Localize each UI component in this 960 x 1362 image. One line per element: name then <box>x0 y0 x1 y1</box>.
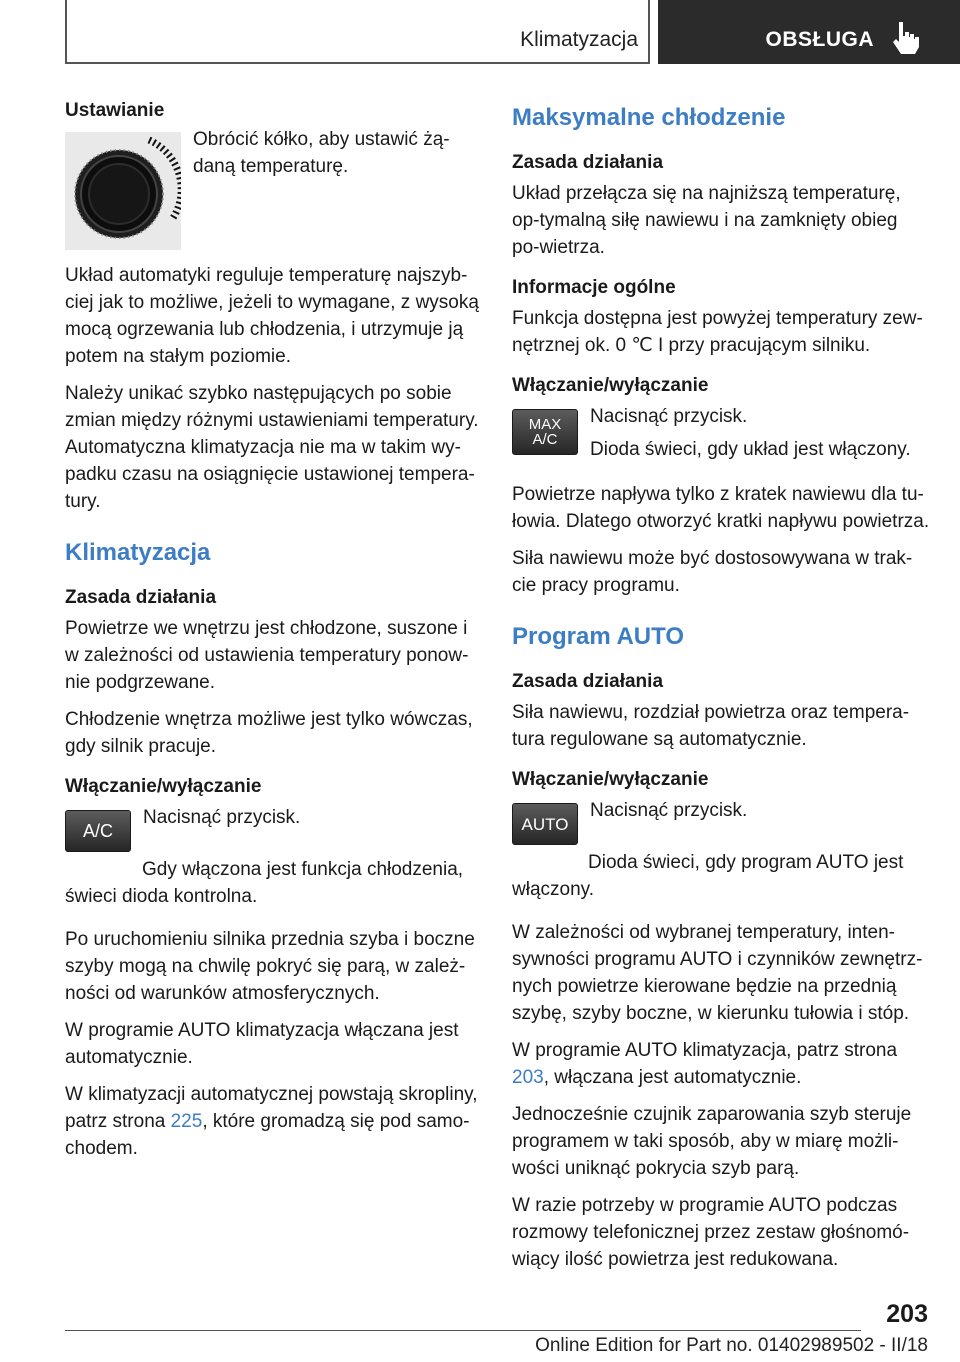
ustawianie-caption: Obrócić kółko, aby ustawić żą-daną temperaturę. <box>193 129 450 177</box>
ac-press-instruction: Nacisnąć przycisk. <box>143 807 301 828</box>
hand-pointer-icon <box>890 20 922 56</box>
klimatyzacja-zasada-heading: Zasada działania <box>65 587 217 608</box>
auto-button-icon <box>512 803 578 845</box>
temperature-knob-icon <box>65 132 181 250</box>
auto-p2-text-b: , włączana jest automatycznie. <box>543 1067 802 1088</box>
right-column <box>512 100 930 1283</box>
ac-press-note: Gdy włączona jest funkcja chłodzenia, świeci dioda kontrolna. <box>65 859 464 907</box>
header-section-title: Klimatyzacja <box>520 28 638 51</box>
max-press-note: Dioda świeci, gdy układ jest włączony. <box>590 439 911 460</box>
auto-paragraph-3: Jednocześnie czujnik zaparowania szyb steruje programem w taki sposób, aby w miarę możli-wości uniknąć pokrycia szyb parą. <box>512 1104 912 1179</box>
header-rule-left <box>65 0 67 64</box>
ac-button-icon <box>65 810 131 852</box>
program-auto-heading: Program AUTO <box>512 623 685 650</box>
max-zasada-heading: Zasada działania <box>512 152 664 173</box>
max-paragraph-1: Powietrze napływa tylko z kratek nawiewu dla tu-łowia. Dlatego otworzyć kratki napływu powietrza. <box>512 484 930 532</box>
auto-zasada-paragraph: Siła nawiewu, rozdział powietrza oraz tempera-tura regulowane są automatycznie. <box>512 702 910 750</box>
ustawianie-paragraph-1: Układ automatyki reguluje temperaturę najszyb-ciej jak to możliwe, jeżeli to wymagane, z wysoką mocą ogrzewania lub chłodzenia, i utrzymuje ją potem na stałym poziomie. <box>65 265 479 367</box>
klimatyzacja-zasada-paragraph-1: Powietrze we wnętrzu jest chłodzone, suszone i w zależności od ustawienia temperatury ponow-nie podgrzewane. <box>65 618 469 693</box>
page-number: 203 <box>886 1300 928 1328</box>
max-ac-button-line1: MAX <box>528 416 562 433</box>
auto-press-instruction: Nacisnąć przycisk. <box>590 800 748 821</box>
auto-press-note: Dioda świeci, gdy program AUTO jest włączony. <box>512 852 904 900</box>
max-wlacz-heading: Włączanie/wyłączanie <box>512 375 709 396</box>
auto-p2-text-a: W programie AUTO klimatyzacja, patrz strona <box>512 1040 898 1061</box>
ac-button-label: A/C <box>82 820 113 841</box>
max-ac-button-icon <box>512 409 578 455</box>
header-rule-divider <box>648 0 650 64</box>
auto-button-label: AUTO <box>521 814 569 834</box>
temperature-knob-image <box>65 132 181 250</box>
max-zasada-paragraph: Układ przełącza się na najniższą temperaturę, op-tymalną siłę nawiewu i na zamknięty obieg po-wietrza. <box>512 183 901 258</box>
ac-button-figure <box>65 804 485 852</box>
ustawianie-paragraph-2: Należy unikać szybko następujących po sobie zmian między różnymi ustawieniami temperatury. Automatyczna klimatyzacja nie ma w takim wy-padku czasu na osiągnięcie ustawionej tempera-tury. <box>65 383 479 512</box>
footer-rule <box>65 1330 861 1331</box>
page-link-225[interactable]: 225 <box>170 1111 203 1132</box>
klimatyzacja-zasada-paragraph-2: Chłodzenie wnętrza możliwe jest tylko wówczas, gdy silnik pracuje. <box>65 709 473 757</box>
left-column <box>65 100 485 1172</box>
header-chapter-label: OBSŁUGA <box>765 28 874 51</box>
ustawianie-heading: Ustawianie <box>65 100 165 121</box>
klimatyzacja-paragraph-4: W programie AUTO klimatyzacja włączana jest automatycznie. <box>65 1020 459 1068</box>
max-info-paragraph: Funkcja dostępna jest powyżej temperatury zew-nętrznej ok. 0 ℃ I przy pracującym silniku. <box>512 308 923 356</box>
max-info-heading: Informacje ogólne <box>512 277 676 298</box>
auto-button-figure <box>512 797 930 845</box>
auto-paragraph-4: W razie potrzeby w programie AUTO podczas rozmowy telefonicznej przez zestaw głośnomó-wiący ilość powietrza jest redukowana. <box>512 1195 910 1270</box>
klimatyzacja-paragraph-5 <box>65 1081 485 1162</box>
auto-zasada-heading: Zasada działania <box>512 671 664 692</box>
klimatyzacja-p5-text-b: , które gromadzą się pod samo-chodem. <box>65 1111 470 1159</box>
klimatyzacja-heading: Klimatyzacja <box>65 539 211 566</box>
max-press-instruction: Nacisnąć przycisk. <box>590 406 748 427</box>
max-ac-button-figure <box>512 403 930 469</box>
max-ac-button-line2: A/C <box>532 431 558 448</box>
page-link-203[interactable]: 203 <box>512 1067 544 1088</box>
temperature-knob-figure <box>65 126 485 250</box>
klimatyzacja-p5-text-a: W klimatyzacji automatycznej powstają skropliny, patrz strona <box>65 1084 478 1132</box>
header-rule-bottom <box>65 62 650 64</box>
footer-edition-text: Online Edition for Part no. 01402989502 - II/18 <box>535 1335 928 1356</box>
klimatyzacja-paragraph-3: Po uruchomieniu silnika przednia szyba i boczne szyby mogą na chwilę pokryć się parą, w zależ-ności od warunków atmosferycznych. <box>65 929 475 1004</box>
max-paragraph-2: Siła nawiewu może być dostosowywana w trak-cie pracy programu. <box>512 548 913 596</box>
auto-paragraph-2 <box>512 1037 930 1091</box>
header-chapter-tab <box>658 0 960 64</box>
klimatyzacja-wlacz-heading: Włączanie/wyłączanie <box>65 776 262 797</box>
max-cooling-heading: Maksymalne chłodzenie <box>512 104 786 131</box>
auto-wlacz-heading: Włączanie/wyłączanie <box>512 769 709 790</box>
auto-paragraph-1: W zależności od wybranej temperatury, inten-sywności programu AUTO i czynników zewnętrz-nych powietrze kierowane będzie na przednią szybę, szyby boczne, w kierunku tułowia i stóp. <box>512 922 923 1024</box>
